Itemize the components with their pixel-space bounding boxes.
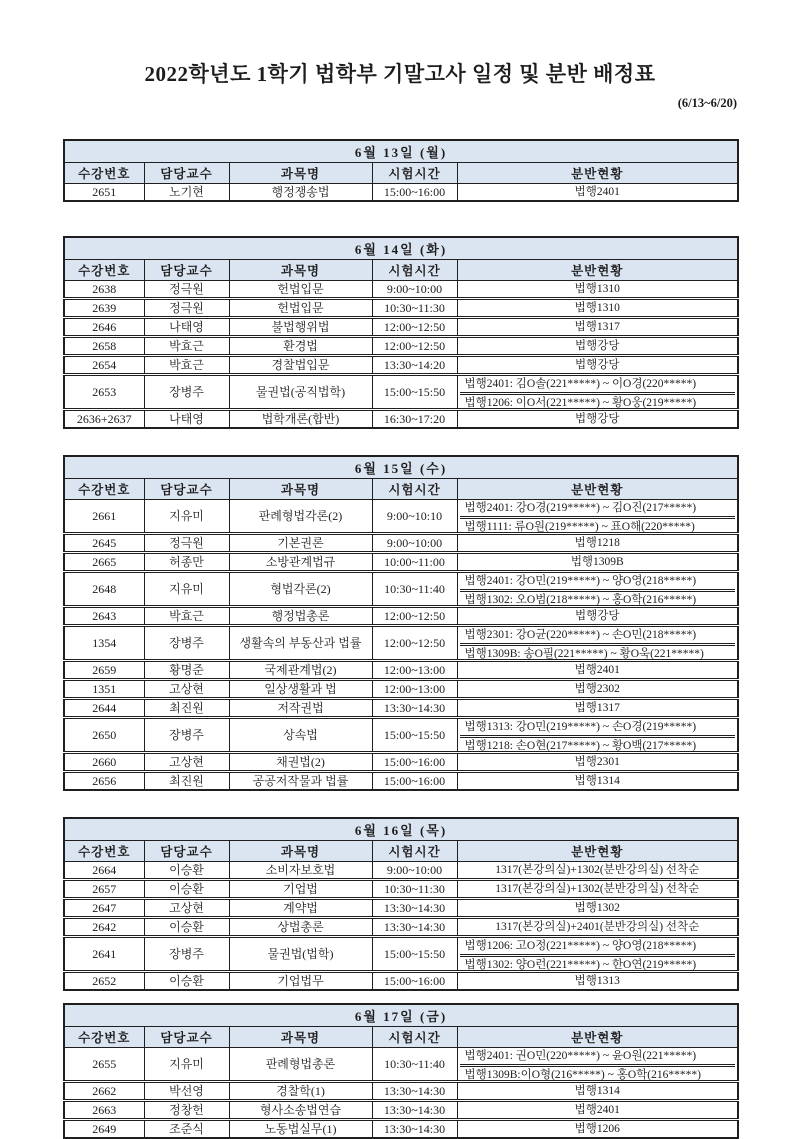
course-name-cell: 채권법(2) (229, 753, 372, 772)
table-row (64, 299, 738, 318)
course-code-cell: 1351 (64, 680, 144, 699)
table-row (64, 534, 738, 553)
course-code-cell: 2651 (64, 184, 144, 202)
exam-time-cell: 15:00~16:00 (372, 772, 457, 791)
table-row (64, 699, 738, 718)
course-name-cell: 저작권법 (229, 699, 372, 718)
assignment-cell (457, 1082, 738, 1101)
assignment-cell (457, 607, 738, 626)
course-code-cell: 2656 (64, 772, 144, 791)
course-name-cell: 행정법총론 (229, 607, 372, 626)
course-code-cell: 2661 (64, 500, 144, 534)
exam-time-cell: 12:00~12:50 (372, 626, 457, 661)
course-code-cell: 2653 (64, 375, 144, 410)
assignment-cell (457, 1101, 738, 1120)
course-code-cell: 2648 (64, 572, 144, 607)
course-code-cell: 2638 (64, 281, 144, 299)
exam-time-cell: 15:00~15:50 (372, 375, 457, 410)
day-header: 6월 17일 (금) (64, 1004, 738, 1027)
assignment-subrow: 법행1310 (574, 302, 620, 314)
assignment-cell (457, 184, 738, 202)
table-row (64, 862, 738, 880)
course-code-cell: 2655 (64, 1048, 144, 1082)
column-header-course: 과목명 (229, 260, 372, 281)
professor-cell: 지유미 (144, 1048, 229, 1082)
day-header-row (64, 1004, 738, 1027)
exam-time-cell: 15:00~15:50 (372, 937, 457, 972)
course-name-cell: 상속법 (229, 718, 372, 753)
course-code-cell: 2650 (64, 718, 144, 753)
course-code-cell: 2659 (64, 661, 144, 680)
table-row (64, 500, 738, 534)
professor-cell: 정극원 (144, 281, 229, 299)
professor-cell: 박선영 (144, 1082, 229, 1101)
assignment-cell (457, 410, 738, 429)
course-name-cell: 국제관계법(2) (229, 661, 372, 680)
column-header-assignment: 분반현황 (457, 163, 738, 184)
column-header-time: 시험시간 (372, 260, 457, 281)
assignment-cell (457, 699, 738, 718)
assignment-subrow: 법행1309B:이O형(216*****) ~ 홍O학(216*****) (460, 1064, 736, 1080)
assignment-cell (457, 680, 738, 699)
assignment-subrow: 법행1302 (574, 902, 620, 914)
page-title: 2022학년도 1학기 법학부 기말고사 일정 및 분반 배정표 (144, 62, 656, 86)
exam-time-cell: 13:30~14:30 (372, 899, 457, 918)
assignment-subrow: 법행1310 (574, 283, 620, 295)
table-row (64, 318, 738, 337)
professor-cell: 이승환 (144, 880, 229, 899)
course-name-cell: 헌법입문 (229, 281, 372, 299)
course-code-cell: 2657 (64, 880, 144, 899)
professor-cell: 박효근 (144, 337, 229, 356)
assignment-cell (457, 718, 738, 753)
course-code-cell: 2645 (64, 534, 144, 553)
table-row (64, 337, 738, 356)
exam-time-cell: 13:30~14:30 (372, 699, 457, 718)
assignment-subrow: 법행2401: 강O경(219*****) ~ 김O진(217*****) (464, 502, 697, 514)
course-code-cell: 2660 (64, 753, 144, 772)
assignment-cell (457, 337, 738, 356)
assignment-cell (457, 318, 738, 337)
professor-cell: 정극원 (144, 534, 229, 553)
professor-cell: 박효근 (144, 607, 229, 626)
exam-time-cell: 13:30~14:20 (372, 356, 457, 375)
course-code-cell: 2641 (64, 937, 144, 972)
assignment-subrow: 법행1218 (574, 537, 620, 549)
table-row (64, 661, 738, 680)
column-header-professor: 담당교수 (144, 479, 229, 500)
table-row (64, 281, 738, 299)
assignment-subrow: 법행1313 (574, 975, 620, 987)
course-name-cell: 공공저작물과 법률 (229, 772, 372, 791)
column-header-row (64, 163, 738, 184)
course-code-cell: 1354 (64, 626, 144, 661)
course-code-cell: 2654 (64, 356, 144, 375)
schedule-tables (63, 139, 737, 1139)
assignment-subrow: 법행2401 (574, 664, 620, 676)
table-row (64, 356, 738, 375)
assignment-cell (457, 1120, 738, 1139)
column-header-professor: 담당교수 (144, 841, 229, 862)
exam-day-table (63, 139, 739, 202)
professor-cell: 고상현 (144, 899, 229, 918)
assignment-subrow: 1317(본강의실)+1302(분반강의실) 선착순 (495, 883, 700, 895)
course-name-cell: 경찰법입문 (229, 356, 372, 375)
assignment-subrow: 법행강당 (575, 340, 620, 352)
table-row (64, 918, 738, 937)
course-name-cell: 행정쟁송법 (229, 184, 372, 202)
table-row (64, 607, 738, 626)
table-row (64, 626, 738, 661)
table-row (64, 772, 738, 791)
column-header-course: 과목명 (229, 479, 372, 500)
column-header-assignment: 분반현황 (457, 1027, 738, 1048)
course-name-cell: 생활속의 부동산과 법률 (229, 626, 372, 661)
course-name-cell: 형사소송법연습 (229, 1101, 372, 1120)
course-name-cell: 계약법 (229, 899, 372, 918)
professor-cell: 조준식 (144, 1120, 229, 1139)
course-code-cell: 2649 (64, 1120, 144, 1139)
assignment-cell (457, 972, 738, 991)
course-name-cell: 기업법무 (229, 972, 372, 991)
table-row (64, 718, 738, 753)
column-header-professor: 담당교수 (144, 260, 229, 281)
exam-time-cell: 15:00~15:50 (372, 718, 457, 753)
table-row (64, 1082, 738, 1101)
assignment-cell (457, 375, 738, 410)
table-row (64, 899, 738, 918)
assignment-subrow: 법행강당 (575, 413, 620, 425)
course-name-cell: 판례형법각론(2) (229, 500, 372, 534)
day-header-row (64, 237, 738, 260)
assignment-subrow: 법행1206: 고O정(221*****) ~ 양O영(218*****) (464, 940, 697, 952)
column-header-professor: 담당교수 (144, 163, 229, 184)
assignment-subrow: 법행강당 (575, 610, 620, 622)
professor-cell: 고상현 (144, 680, 229, 699)
day-header: 6월 15일 (수) (64, 456, 738, 479)
date-range: (6/13~6/20) (677, 96, 737, 110)
exam-time-cell: 12:00~12:50 (372, 318, 457, 337)
course-name-cell: 헌법입문 (229, 299, 372, 318)
course-name-cell: 형법각론(2) (229, 572, 372, 607)
assignment-cell (457, 880, 738, 899)
exam-time-cell: 15:00~16:00 (372, 972, 457, 991)
day-header-row (64, 140, 738, 163)
assignment-cell (457, 500, 738, 534)
assignment-cell (457, 1048, 738, 1082)
professor-cell: 최진원 (144, 772, 229, 791)
assignment-subrow: 법행1302: 오O범(218*****) ~ 홍O학(216*****) (460, 589, 736, 605)
column-header-course: 과목명 (229, 1027, 372, 1048)
column-header-course: 과목명 (229, 163, 372, 184)
table-row (64, 1048, 738, 1082)
course-code-cell: 2658 (64, 337, 144, 356)
course-code-cell: 2662 (64, 1082, 144, 1101)
exam-day-table (63, 236, 739, 429)
assignment-cell (457, 661, 738, 680)
assignment-subrow: 법행2301 (574, 756, 620, 768)
assignment-cell (457, 772, 738, 791)
professor-cell: 정극원 (144, 299, 229, 318)
exam-time-cell: 12:00~12:50 (372, 337, 457, 356)
course-name-cell: 판례형법총론 (229, 1048, 372, 1082)
assignment-cell (457, 899, 738, 918)
assignment-cell (457, 534, 738, 553)
professor-cell: 이승환 (144, 972, 229, 991)
assignment-cell (457, 937, 738, 972)
assignment-subrow: 법행1314 (574, 1085, 620, 1097)
professor-cell: 장병주 (144, 626, 229, 661)
course-name-cell: 기본권론 (229, 534, 372, 553)
assignment-cell (457, 299, 738, 318)
assignment-cell (457, 553, 738, 572)
column-header-assignment: 분반현황 (457, 479, 738, 500)
assignment-subrow: 법행1309B (570, 556, 624, 568)
day-header: 6월 16일 (목) (64, 818, 738, 841)
day-header-row (64, 456, 738, 479)
course-name-cell: 노동법실무(1) (229, 1120, 372, 1139)
course-name-cell: 법학개론(합반) (229, 410, 372, 429)
column-header-time: 시험시간 (372, 841, 457, 862)
exam-time-cell: 12:00~13:00 (372, 680, 457, 699)
professor-cell: 장병주 (144, 375, 229, 410)
course-name-cell: 기업법 (229, 880, 372, 899)
table-row (64, 1120, 738, 1139)
assignment-subrow: 법행2401 (574, 1104, 620, 1116)
exam-time-cell: 9:00~10:00 (372, 281, 457, 299)
professor-cell: 나태영 (144, 410, 229, 429)
column-header-code: 수강번호 (64, 260, 144, 281)
table-row (64, 184, 738, 202)
column-header-code: 수강번호 (64, 841, 144, 862)
column-header-code: 수강번호 (64, 1027, 144, 1048)
table-row (64, 753, 738, 772)
professor-cell: 지유미 (144, 500, 229, 534)
course-name-cell: 환경법 (229, 337, 372, 356)
exam-day-table (63, 1003, 739, 1139)
assignment-subrow: 법행1111: 류O원(219*****) ~ 표O해(220*****) (460, 516, 736, 532)
table-row (64, 553, 738, 572)
assignment-subrow: 법행1317 (574, 702, 620, 714)
course-code-cell: 2643 (64, 607, 144, 626)
exam-time-cell: 12:00~12:50 (372, 607, 457, 626)
column-header-row (64, 479, 738, 500)
assignment-cell (457, 918, 738, 937)
course-name-cell: 일상생활과 법 (229, 680, 372, 699)
course-name-cell: 소방관계법규 (229, 553, 372, 572)
assignment-subrow: 법행2401 (574, 186, 620, 198)
exam-time-cell: 15:00~16:00 (372, 184, 457, 202)
assignment-subrow: 법행2401: 강O민(219*****) ~ 양O영(218*****) (464, 575, 697, 587)
assignment-subrow: 법행1317 (574, 321, 620, 333)
professor-cell: 허종만 (144, 553, 229, 572)
assignment-subrow: 법행1218: 손O현(217*****) ~ 황O백(217*****) (460, 735, 736, 751)
column-header-row (64, 841, 738, 862)
course-code-cell: 2663 (64, 1101, 144, 1120)
exam-time-cell: 10:30~11:30 (372, 880, 457, 899)
table-row (64, 572, 738, 607)
course-name-cell: 물권법(법학) (229, 937, 372, 972)
assignment-cell (457, 753, 738, 772)
day-header-row (64, 818, 738, 841)
table-row (64, 1101, 738, 1120)
course-name-cell: 물권법(공직법학) (229, 375, 372, 410)
column-header-code: 수강번호 (64, 163, 144, 184)
exam-time-cell: 15:00~16:00 (372, 753, 457, 772)
exam-time-cell: 12:00~13:00 (372, 661, 457, 680)
column-header-time: 시험시간 (372, 479, 457, 500)
exam-time-cell: 10:30~11:40 (372, 572, 457, 607)
professor-cell: 노기현 (144, 184, 229, 202)
course-code-cell: 2644 (64, 699, 144, 718)
table-row (64, 410, 738, 429)
assignment-cell (457, 626, 738, 661)
course-name-cell: 소비자보호법 (229, 862, 372, 880)
professor-cell: 박효근 (144, 356, 229, 375)
column-header-row (64, 260, 738, 281)
course-name-cell: 불법행위법 (229, 318, 372, 337)
exam-day-table (63, 817, 739, 991)
column-header-course: 과목명 (229, 841, 372, 862)
assignment-subrow: 법행2302 (574, 683, 620, 695)
assignment-cell (457, 281, 738, 299)
column-header-code: 수강번호 (64, 479, 144, 500)
course-code-cell: 2647 (64, 899, 144, 918)
exam-time-cell: 16:30~17:20 (372, 410, 457, 429)
course-code-cell: 2639 (64, 299, 144, 318)
course-code-cell: 2636+2637 (64, 410, 144, 429)
professor-cell: 이승환 (144, 918, 229, 937)
assignment-subrow: 1317(본강의실)+2401(분반강의실) 선착순 (495, 921, 700, 933)
course-code-cell: 2646 (64, 318, 144, 337)
exam-time-cell: 10:30~11:40 (372, 1048, 457, 1082)
professor-cell: 황명준 (144, 661, 229, 680)
column-header-time: 시험시간 (372, 163, 457, 184)
assignment-subrow: 1317(본강의실)+1302(분반강의실) 선착순 (495, 864, 700, 876)
course-name-cell: 경찰학(1) (229, 1082, 372, 1101)
course-name-cell: 상법총론 (229, 918, 372, 937)
assignment-subrow: 법행2401: 김O솔(221*****) ~ 이O경(220*****) (464, 378, 697, 390)
column-header-time: 시험시간 (372, 1027, 457, 1048)
assignment-subrow: 법행1309B: 송O필(221*****) ~ 황O욱(221*****) (460, 643, 736, 659)
assignment-subrow: 법행1302: 양O런(221*****) ~ 한O연(219*****) (460, 954, 736, 970)
course-code-cell: 2665 (64, 553, 144, 572)
professor-cell: 고상현 (144, 753, 229, 772)
column-header-row (64, 1027, 738, 1048)
table-row (64, 880, 738, 899)
exam-time-cell: 10:30~11:30 (372, 299, 457, 318)
exam-time-cell: 10:00~11:00 (372, 553, 457, 572)
table-row (64, 972, 738, 991)
professor-cell: 장병주 (144, 937, 229, 972)
assignment-subrow: 법행1206 (574, 1123, 620, 1135)
assignment-subrow: 법행강당 (575, 359, 620, 371)
professor-cell: 나태영 (144, 318, 229, 337)
assignment-subrow: 법행2301: 강O균(220*****) ~ 손O민(218*****) (464, 629, 697, 641)
day-header: 6월 14일 (화) (64, 237, 738, 260)
assignment-subrow: 법행1313: 강O민(219*****) ~ 손O경(219*****) (464, 721, 697, 733)
table-row (64, 937, 738, 972)
exam-time-cell: 9:00~10:10 (372, 500, 457, 534)
exam-time-cell: 13:30~14:30 (372, 1082, 457, 1101)
exam-time-cell: 13:30~14:30 (372, 1120, 457, 1139)
column-header-assignment: 분반현황 (457, 841, 738, 862)
exam-time-cell: 9:00~10:00 (372, 534, 457, 553)
exam-time-cell: 13:30~14:30 (372, 918, 457, 937)
professor-cell: 장병주 (144, 718, 229, 753)
professor-cell: 최진원 (144, 699, 229, 718)
table-row (64, 680, 738, 699)
exam-time-cell: 13:30~14:30 (372, 1101, 457, 1120)
course-code-cell: 2642 (64, 918, 144, 937)
day-header: 6월 13일 (월) (64, 140, 738, 163)
professor-cell: 지유미 (144, 572, 229, 607)
assignment-cell (457, 572, 738, 607)
table-row (64, 375, 738, 410)
course-code-cell: 2664 (64, 862, 144, 880)
assignment-cell (457, 356, 738, 375)
assignment-subrow: 법행1206: 이O서(221*****) ~ 황O웅(219*****) (460, 392, 736, 408)
column-header-professor: 담당교수 (144, 1027, 229, 1048)
exam-time-cell: 9:00~10:00 (372, 862, 457, 880)
exam-day-table (63, 455, 739, 791)
professor-cell: 이승환 (144, 862, 229, 880)
assignment-subrow: 법행1314 (574, 775, 620, 787)
column-header-assignment: 분반현황 (457, 260, 738, 281)
assignment-cell (457, 862, 738, 880)
professor-cell: 정창헌 (144, 1101, 229, 1120)
course-code-cell: 2652 (64, 972, 144, 991)
assignment-subrow: 법행2401: 권O민(220*****) ~ 윤O원(221*****) (464, 1050, 697, 1062)
